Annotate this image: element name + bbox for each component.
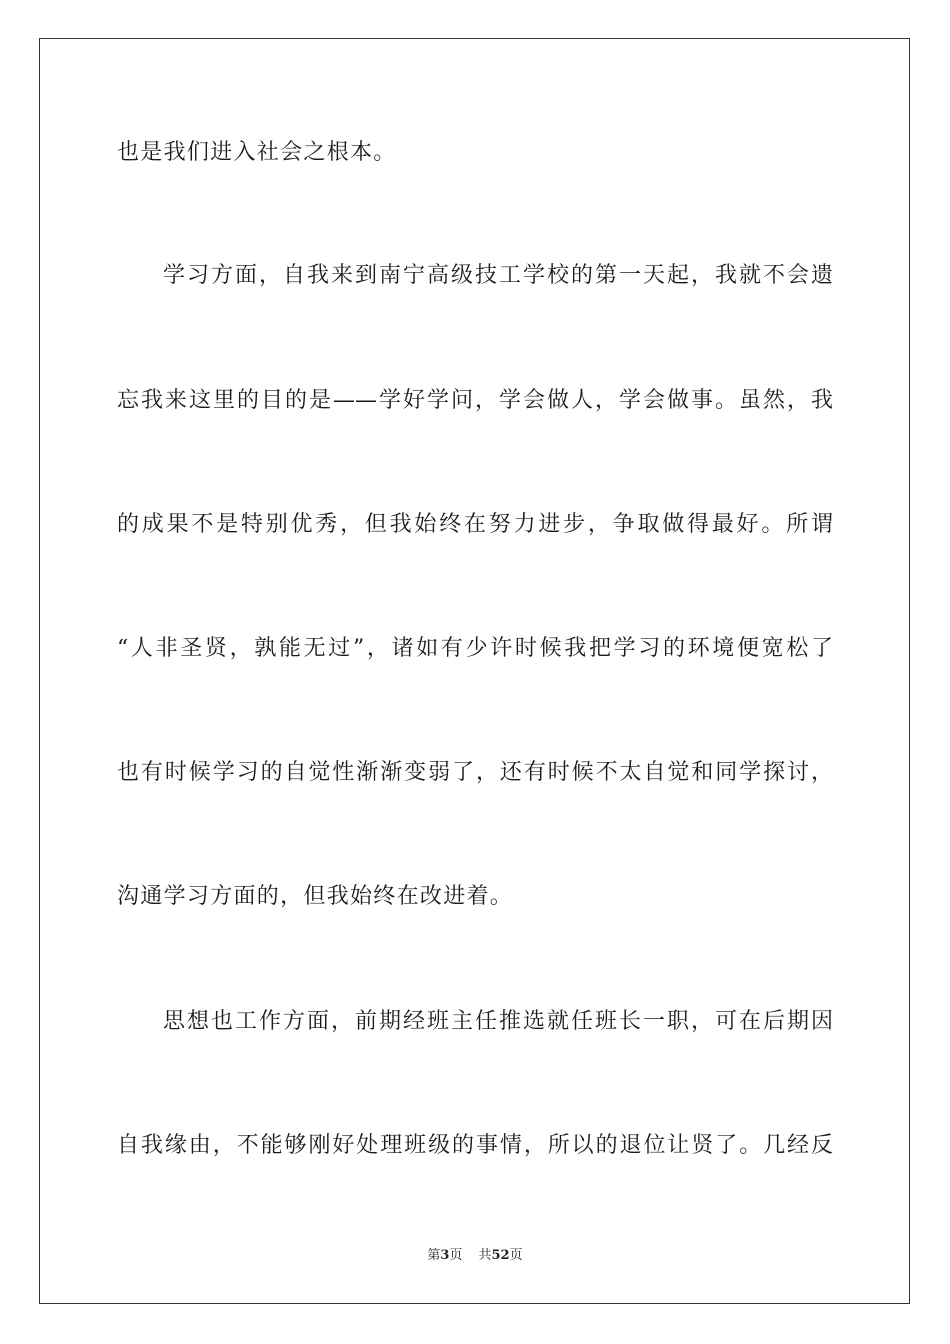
paragraph-line-6: 也有时候学习的自觉性渐渐变弱了，还有时候不太自觉和同学探讨，	[117, 760, 833, 785]
page-border	[39, 38, 910, 1304]
page-total: 52	[491, 1248, 510, 1263]
total-suffix: 页	[509, 1248, 523, 1263]
page-footer	[0, 1247, 950, 1265]
total-prefix: 共	[478, 1248, 492, 1263]
paragraph-line-8: 思想也工作方面，前期经班主任推选就任班长一职，可在后期因	[163, 1009, 833, 1034]
paragraph-line-4: 的成果不是特别优秀，但我始终在努力进步，争取做得最好。所谓	[117, 512, 833, 537]
paragraph-line-3: 忘我来这里的目的是——学好学问，学会做人，学会做事。虽然，我	[117, 388, 833, 413]
paragraph-line-5: “人非圣贤，孰能无过”，诸如有少许时候我把学习的环境便宽松了	[117, 636, 833, 661]
paragraph-line-2: 学习方面，自我来到南宁高级技工学校的第一天起，我就不会遗	[163, 263, 833, 288]
paragraph-line-9: 自我缘由，不能够刚好处理班级的事情，所以的退位让贤了。几经反	[117, 1133, 833, 1158]
page-number: 3	[440, 1248, 450, 1263]
page-prefix: 第	[427, 1248, 441, 1263]
page-suffix: 页	[449, 1248, 463, 1263]
paragraph-line-7: 沟通学习方面的，但我始终在改进着。	[117, 884, 514, 909]
paragraph-line-1: 也是我们进入社会之根本。	[117, 140, 397, 165]
